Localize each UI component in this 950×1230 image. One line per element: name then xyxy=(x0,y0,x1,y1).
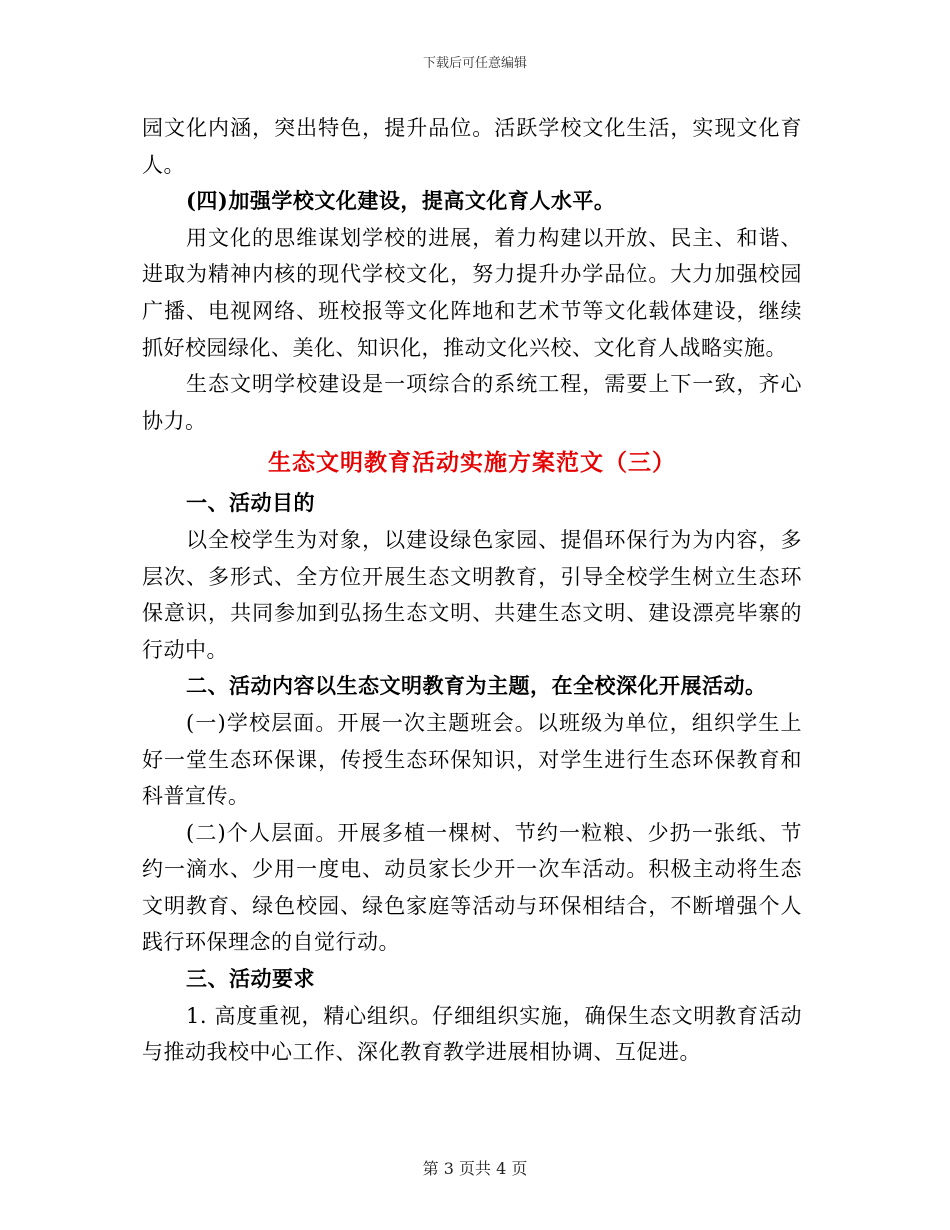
heading-activity-content: 二、活动内容以生态文明教育为主题，在全校深化开展活动。 xyxy=(186,673,767,699)
paragraph: 园文化内涵，突出特色，提升品位。活跃学校文化生活，实现文化育人。 xyxy=(142,116,802,177)
paragraph: 用文化的思维谋划学校的进展，着力构建以开放、民主、和谐、进取为精神内核的现代学校文化，努力提升办学品位。大力加强校园广播、电视网络、班校报等文化阵地和艺术节等文化载体建设，继续抓好校园绿化、美化、知识化，推动文化兴校、文化育人战略实施。 xyxy=(142,225,802,360)
heading-activity-requirements: 三、活动要求 xyxy=(186,966,315,992)
page-header: 下载后可任意编辑 xyxy=(422,56,527,71)
paragraph: 生态文明学校建设是一项综合的系统工程，需要上下一致，齐心协力。 xyxy=(142,372,802,433)
paragraph: (二)个人层面。开展多植一棵树、节约一粒粮、少扔一张纸、节约一滴水、少用一度电、动员家长少开一次车活动。积极主动将生态文明教育、绿色校园、绿色家庭等活动与环保相结合，不断增强个人践行环保理念的自觉行动。 xyxy=(142,820,802,955)
paragraph: 以全校学生为对象，以建设绿色家园、提倡环保行为为内容，多层次、多形式、全方位开展生态文明教育，引导全校学生树立生态环保意识，共同参加到弘扬生态文明、共建生态文明、建设漂亮毕寨的行动中。 xyxy=(142,527,802,662)
paragraph: (一)学校层面。开展一次主题班会。以班级为单位，组织学生上好一堂生态环保课，传授生态环保知识，对学生进行生态环保教育和科普宣传。 xyxy=(142,710,802,809)
subheading-4: (四)加强学校文化建设，提高文化育人水平。 xyxy=(186,188,616,214)
section-title: 生态文明教育活动实施方案范文（三） xyxy=(268,449,676,477)
document-body xyxy=(142,110,802,1071)
paragraph: 1. 高度重视，精心组织。仔细组织实施，确保生态文明教育活动与推动我校中心工作、深化教育教学进展相协调、互促进。 xyxy=(142,1003,802,1065)
heading-activity-purpose: 一、活动目的 xyxy=(186,490,315,516)
page-footer: 第 3 页共 4 页 xyxy=(422,1159,528,1178)
